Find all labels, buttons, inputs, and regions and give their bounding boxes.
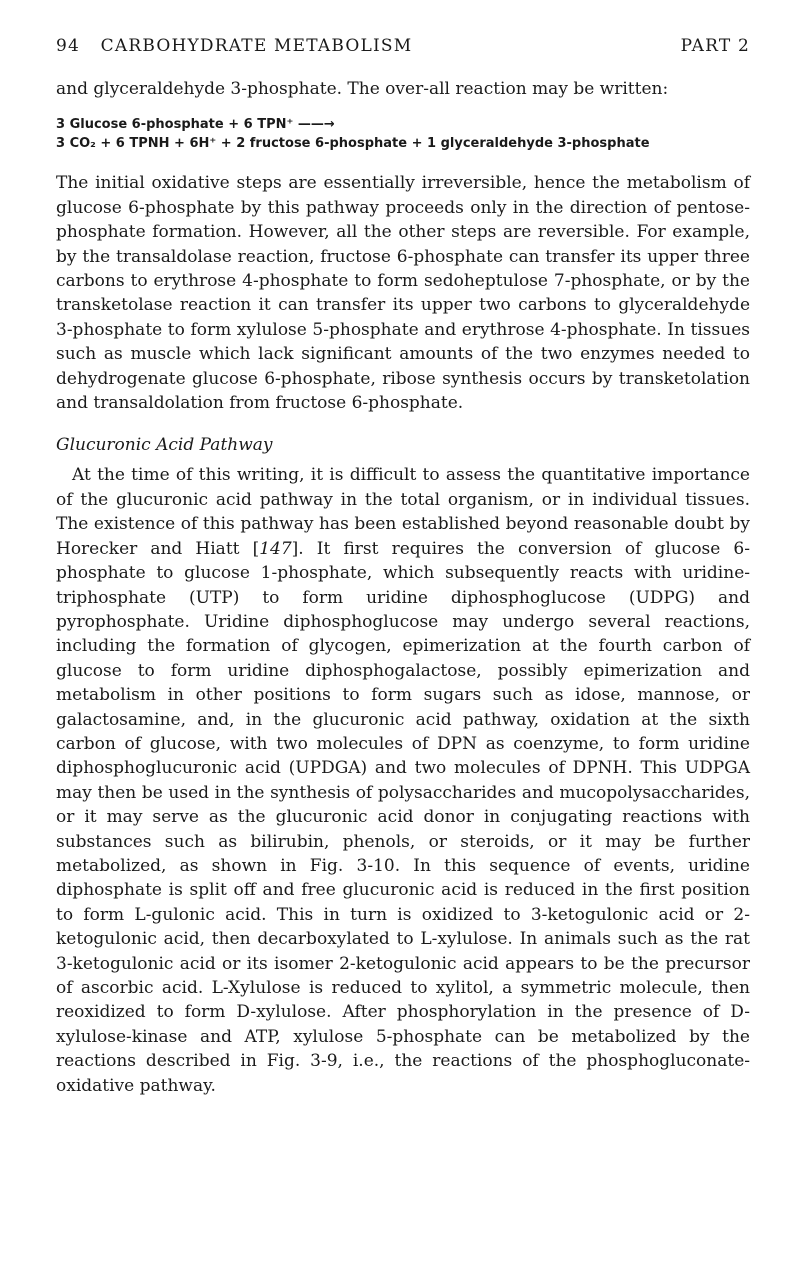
equation-line-2: 3 CO₂ + 6 TPNH + 6H⁺ + 2 fructose 6-phosphate + 1 glyceraldehyde 3-phosphate — [56, 136, 650, 152]
page-number: 94 — [56, 36, 81, 56]
equation-line-1: 3 Glucose 6-phosphate + 6 TPN⁺ ——→ — [56, 117, 335, 133]
lead-text: and glyceraldehyde 3-phosphate. The over-all reaction may be written: — [56, 79, 669, 99]
overall-reaction-equation — [56, 115, 750, 153]
section-title: CARBOHYDRATE METABOLISM — [100, 36, 413, 56]
running-head-left — [56, 36, 412, 56]
paragraph-irreversibility: The initial oxidative steps are essentially irreversible, hence the metabolism of glucose 6-phosphate by this pathway proceeds only in the direction of pentose-phosphate formation. However, all the other steps are reversible. For example, by the transaldolase reaction, fructose 6-phosphate can transfer its upper three carbons to erythrose 4-phosphate to form sedoheptulose 7-phosphate, or by the transketolase reaction it can transfer its upper two carbons to glyceraldehyde 3-phosphate to form xylulose 5-phosphate and erythrose 4-phosphate. In tissues such as muscle which lack significant amounts of the two enzymes needed to dehydrogenate glucose 6-phosphate, ribose synthesis occurs by transketolation and transaldolation from fructose 6-phosphate. — [56, 173, 750, 414]
section-heading: Glucuronic Acid Pathway — [56, 435, 273, 456]
citation-reference: 147 — [259, 538, 292, 559]
part-label: PART 2 — [680, 36, 750, 56]
paragraph-text-part-1: At the time of this writing, it is difficult to assess the quantitative importance of the glucuronic acid pathway in the total organism, or in individual tissues. The existence of this pathway has been established beyond reasonable doubt by Horecker and Hiatt [ — [56, 465, 750, 559]
paragraph-glucuronic-pathway — [56, 463, 750, 1098]
book-page — [56, 36, 750, 1098]
running-head — [56, 36, 750, 66]
paragraph-text-part-2: ]. It first requires the conversion of glucose 6-phosphate to glucose 1-phosphate, which subsequently reacts with uridine-triphosphate (UTP) to form uridine diphosphoglucose (UDPG) and pyrophosphate. Uridine diphosphoglucose may undergo several reactions, including the formation of glycogen, epimerization at the fourth carbon of glucose to form uridine diphosphogalactose, possibly epimerization and metabolism in other positions to form sugars such as idose, mannose, or galactosamine, and, in the glucuronic acid pathway, oxidation at the sixth carbon of glucose, with two molecules of DPN as coenzyme, to form uridine diphosphoglucuronic acid (UPDGA) and two molecules of DPNH. This UDPGA may then be used in the synthesis of polysaccharides and mucopolysaccharides, or it may serve as the glucuronic acid donor in conjugating reactions with substances such as bilirubin, phenols, or steroids, or it may be further metabolized, as shown in Fig. 3-10. In this sequence of events, uridine diphosphate is split off and free glucuronic acid is reduced in the first position to form L-gulonic acid. This in turn is oxidized to 3-ketogulonic acid or 2-ketogulonic acid, then decarboxylated to L-xylulose. In animals such as the rat 3-ketogulonic acid or its isomer 2-ketogulonic acid appears to be the precursor of ascorbic acid. L-Xylulose is reduced to xylitol, a symmetric molecule, then reoxidized to form D-xylulose. After phosphorylation in the presence of D-xylulose-kinase and ATP, xylulose 5-phosphate can be metabolized by the reactions described in Fig. 3-9, i.e., the reactions of the phosphogluconate-oxidative pathway. — [56, 538, 750, 1096]
